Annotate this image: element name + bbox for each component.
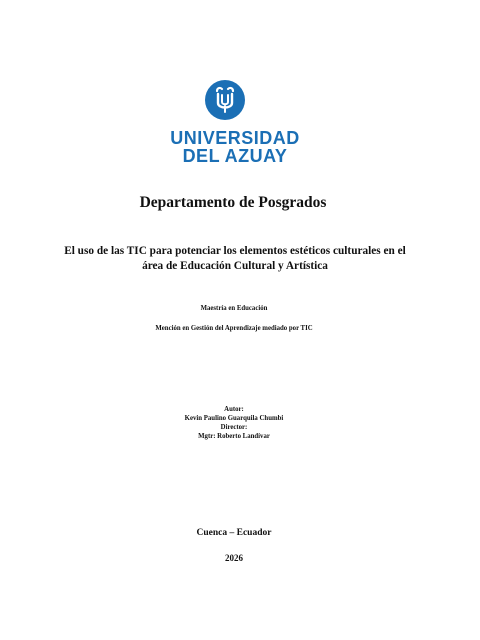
location: Cuenca – Ecuador [196, 528, 272, 538]
director-name: Mgtr: Roberto Landívar [198, 433, 270, 440]
year: 2026 [225, 553, 243, 563]
department-heading: Departamento de Posgrados [139, 194, 327, 211]
thesis-title [0, 244, 475, 274]
thesis-title-line-2: área de Educación Cultural y Artística [142, 260, 328, 272]
university-emblem-icon [204, 79, 246, 121]
director-label: Director: [220, 424, 248, 431]
logo-wordmark-university: UNIVERSIDAD [170, 128, 300, 148]
author-label: Autor: [224, 406, 244, 413]
degree-mention: Mención en Gestión del Aprendizaje mediado por TIC [155, 325, 313, 332]
credits-block [0, 405, 474, 441]
degree-name: Maestría en Educación [200, 305, 268, 312]
author-name: Kevin Paulino Guarquila Chumbi [184, 415, 284, 422]
thesis-title-line-1: El uso de las TIC para potenciar los elementos estéticos culturales en el [64, 245, 406, 257]
logo-wordmark-del-azuay: DEL AZUAY [182, 146, 288, 166]
